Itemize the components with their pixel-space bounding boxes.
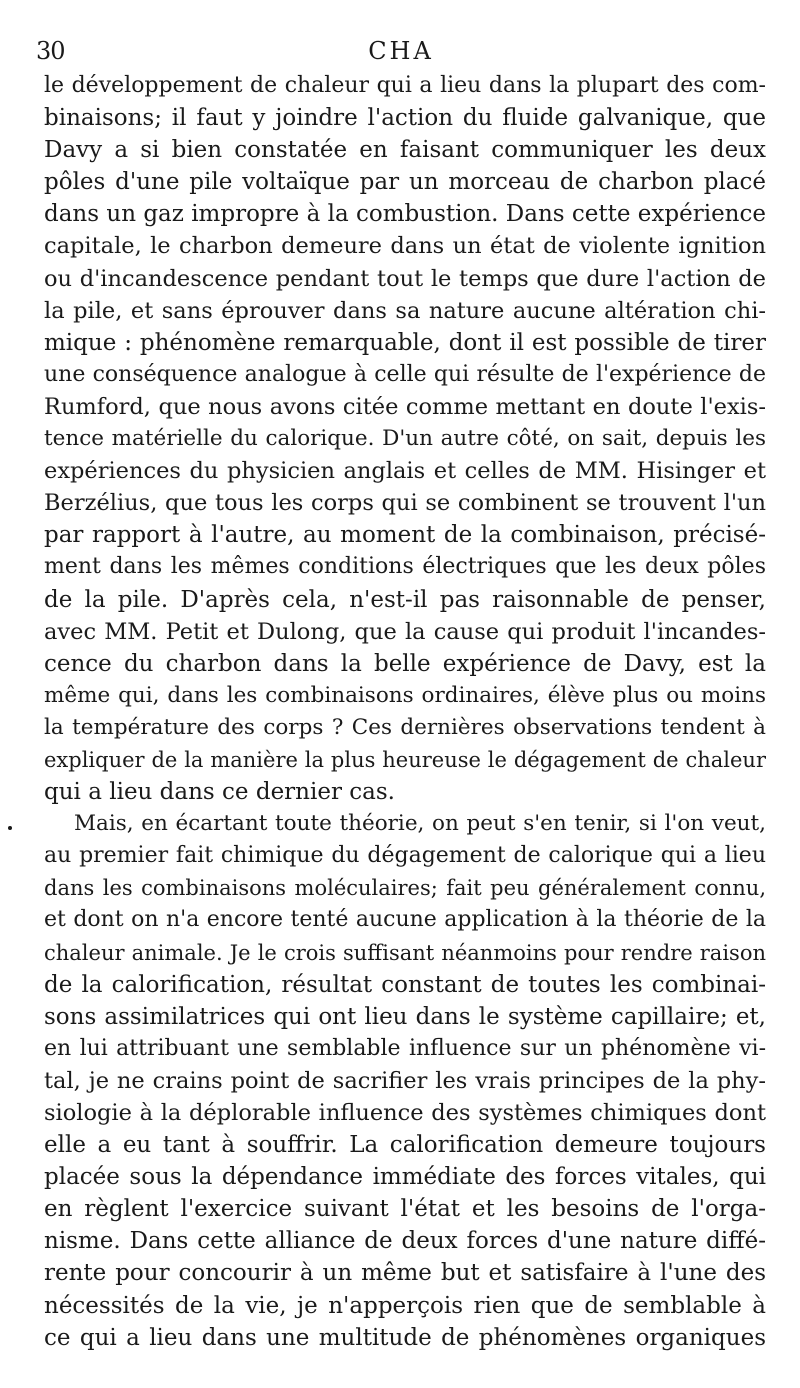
text-line: mique : phénomène remarquable, dont il est possible de tirer: [44, 329, 766, 356]
running-head: CHA: [368, 37, 434, 65]
text-line: binaisons; il faut y joindre l'action du fluide galvanique, que: [44, 105, 766, 132]
text-line: qui a lieu dans ce dernier cas.: [44, 779, 395, 806]
page-number: 30: [36, 37, 65, 65]
text-line: capitale, le charbon demeure dans un état de violente ignition: [44, 233, 766, 260]
text-line: cence du charbon dans la belle expérience de Davy, est la: [44, 650, 766, 677]
text-line: sons assimilatrices qui ont lieu dans le système capillaire; et,: [44, 1003, 766, 1030]
text-line: et dont on n'a encore tenté aucune application à la théorie de la: [44, 907, 766, 933]
text-line: ce qui a lieu dans une multitude de phénomènes organiques: [44, 1324, 766, 1351]
text-line: dans les combinaisons moléculaires; fait peu généralement connu,: [44, 876, 766, 901]
paragraph-1: [44, 70, 766, 808]
text-line: dans un gaz impropre à la combustion. Dans cette expérience: [44, 201, 766, 228]
paragraph-2: [44, 808, 766, 1354]
text-line: une conséquence analogue à celle qui résulte de l'expérience de: [44, 361, 766, 387]
margin-dot-mark: [8, 826, 12, 830]
text-line: placée sous la dépendance immédiate des forces vitales, qui: [44, 1164, 766, 1191]
text-line: expériences du physicien anglais et celles de MM. Hisinger et: [44, 458, 766, 485]
text-line: chaleur animale. Je le crois suffisant néanmoins pour rendre raison: [44, 940, 766, 965]
text-line: nisme. Dans cette alliance de deux forces d'une nature diffé-: [44, 1228, 766, 1255]
text-line: même qui, dans les combinaisons ordinaires, élève plus ou moins: [44, 682, 766, 708]
text-line: tal, je ne crains point de sacrifier les vrais principes de la phy-: [44, 1067, 766, 1094]
body-text: [44, 70, 766, 1354]
text-line: nécessités de la vie, je n'apperçois rien que de semblable à: [44, 1292, 766, 1319]
text-line: Mais, en écartant toute théorie, on peut s'en tenir, si l'on veut,: [74, 811, 766, 837]
text-line: Berzélius, que tous les corps qui se combinent se trouvent l'un: [44, 490, 766, 517]
text-line: de la pile. D'après cela, n'est-il pas raisonnable de penser,: [44, 586, 766, 613]
text-line: pôles d'une pile voltaïque par un morceau de charbon placé: [44, 169, 766, 196]
text-line: la température des corps ? Ces dernières observations tendent à: [44, 714, 766, 740]
text-line: en règlent l'exercice suivant l'état et les besoins de l'orga-: [44, 1196, 766, 1223]
page-header: [36, 36, 766, 70]
text-line: ou d'incandescence pendant tout le temps que dure l'action de: [44, 265, 766, 292]
text-line: le développement de chaleur qui a lieu dans la plupart des com-: [44, 73, 766, 98]
text-line: en lui attribuant une semblable influence sur un phénomène vi-: [44, 1035, 766, 1061]
text-line: Davy a si bien constatée en faisant communiquer les deux: [44, 137, 766, 164]
text-line: avec MM. Petit et Dulong, que la cause qui produit l'incandes-: [44, 618, 766, 645]
text-line: elle a eu tant à souffrir. La calorification demeure toujours: [44, 1132, 766, 1159]
text-line: ment dans les mêmes conditions électriques que les deux pôles: [44, 554, 766, 580]
text-line: tence matérielle du calorique. D'un autre côté, on sait, depuis les: [44, 426, 766, 452]
text-line: expliquer de la manière la plus heureuse le dégagement de chaleur: [44, 747, 766, 772]
text-line: au premier fait chimique du dégagement de calorique qui a lieu: [44, 843, 766, 869]
text-line: rente pour concourir à un même but et satisfaire à l'une des: [44, 1260, 766, 1287]
text-line: siologie à la déplorable influence des systèmes chimiques dont: [44, 1100, 766, 1126]
text-line: de la calorification, résultat constant de toutes les combinai-: [44, 971, 766, 998]
text-line: par rapport à l'autre, au moment de la combinaison, précisé-: [44, 522, 766, 549]
text-line: Rumford, que nous avons citée comme mettant en doute l'exis-: [44, 393, 766, 420]
text-line: la pile, et sans éprouver dans sa nature aucune altération chi-: [44, 297, 766, 324]
